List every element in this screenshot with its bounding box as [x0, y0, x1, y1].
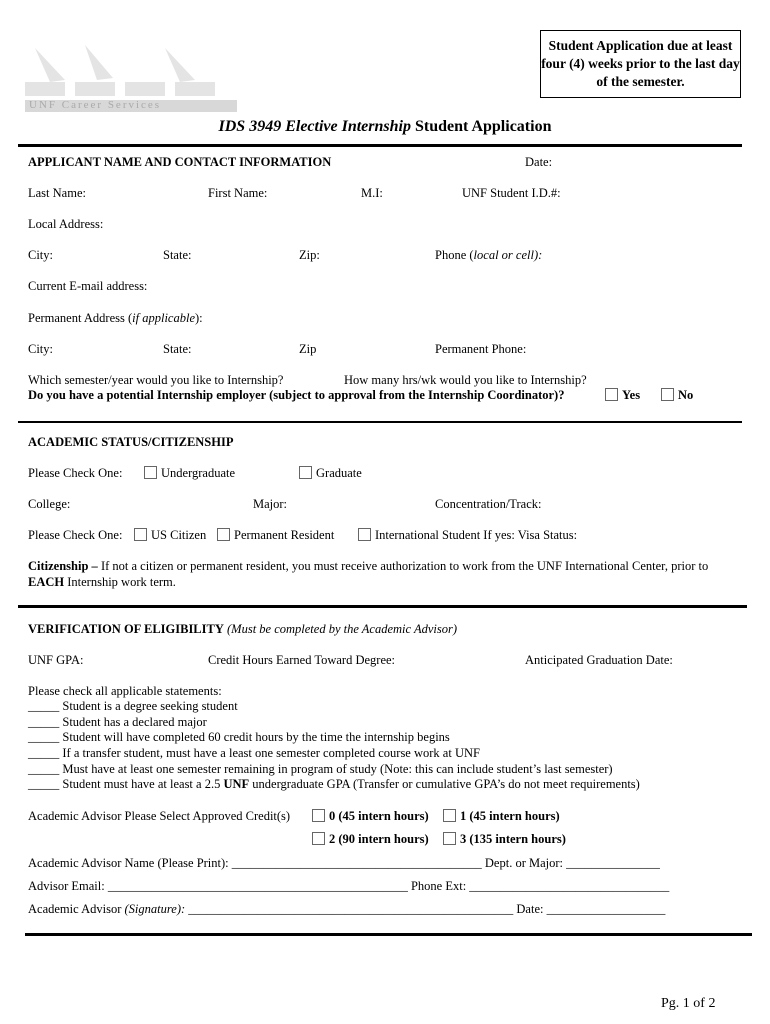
- hours-question: How many hrs/wk would you like to Internship?: [344, 373, 587, 387]
- major-label: Major:: [253, 497, 288, 511]
- permanent-resident-checkbox[interactable]: [217, 528, 230, 541]
- yes-checkbox[interactable]: [605, 388, 618, 401]
- check-one-label: Please Check One:: [28, 466, 123, 480]
- credit-option-2[interactable]: 2 (90 intern hours): [312, 832, 429, 847]
- credit-2-checkbox[interactable]: [312, 832, 325, 845]
- permanent-phone-label: Permanent Phone:: [435, 342, 527, 356]
- zip2-label: Zip: [299, 342, 317, 356]
- credit-option-0[interactable]: 0 (45 intern hours): [312, 809, 429, 824]
- credit-3-checkbox[interactable]: [443, 832, 456, 845]
- state2-label: State:: [163, 342, 192, 356]
- statement: _____ If a transfer student, must have a least one semester completed course work at UNF: [28, 746, 480, 760]
- credit-0-checkbox[interactable]: [312, 809, 325, 822]
- employer-question: Do you have a potential Internship employer (subject to approval from the Internship Coordinator)?: [28, 388, 565, 402]
- advisor-email-line[interactable]: Advisor Email: ________________________________________________ Phone Ext: ________________________________: [28, 879, 670, 893]
- city-label: City:: [28, 248, 54, 262]
- statement: _____ Student will have completed 60 credit hours by the time the internship begins: [28, 730, 450, 744]
- statement: _____ Student is a degree seeking student: [28, 699, 238, 713]
- credit-select-label: Academic Advisor Please Select Approved Credit(s): [28, 809, 291, 823]
- page-number: Pg. 1 of 2: [661, 996, 716, 1011]
- local-address-label: Local Address:: [28, 217, 104, 231]
- undergraduate-option[interactable]: Undergraduate: [144, 466, 235, 481]
- check-all-label: Please check all applicable statements:: [28, 684, 222, 698]
- no-checkbox[interactable]: [661, 388, 674, 401]
- statement-gpa: _____ Student must have at least a 2.5 UNF undergraduate GPA (Transfer or cumulative GPA’s do not meet requirements): [28, 777, 640, 791]
- credit-option-1[interactable]: 1 (45 intern hours): [443, 809, 560, 824]
- section-divider: [25, 933, 752, 936]
- state-label: State:: [163, 248, 192, 262]
- first-name-label: First Name:: [208, 186, 268, 200]
- college-label: College:: [28, 497, 71, 511]
- credit-1-checkbox[interactable]: [443, 809, 456, 822]
- check-one-label-2: Please Check One:: [28, 528, 123, 542]
- yes-option[interactable]: Yes: [605, 388, 640, 403]
- phone-label: Phone (local or cell):: [435, 248, 543, 262]
- verification-heading: VERIFICATION OF ELIGIBILITY (Must be completed by the Academic Advisor): [28, 622, 458, 636]
- last-name-label: Last Name:: [28, 186, 86, 200]
- unf-logo: [25, 40, 240, 118]
- logo-text: UNF Career Services: [29, 99, 162, 111]
- zip-label: Zip:: [299, 248, 320, 262]
- due-notice: Student Application due at least four (4) weeks prior to the last day of the semester.: [540, 30, 741, 98]
- graduate-checkbox[interactable]: [299, 466, 312, 479]
- graduate-option[interactable]: Graduate: [299, 466, 362, 481]
- date-label: Date:: [525, 155, 553, 169]
- undergraduate-checkbox[interactable]: [144, 466, 157, 479]
- student-id-label: UNF Student I.D.#:: [462, 186, 561, 200]
- no-option[interactable]: No: [661, 388, 693, 403]
- applicant-heading: APPLICANT NAME AND CONTACT INFORMATION: [28, 155, 332, 169]
- gpa-label: UNF GPA:: [28, 653, 84, 667]
- mi-label: M.I:: [361, 186, 383, 200]
- international-checkbox[interactable]: [358, 528, 371, 541]
- section-divider: [18, 605, 747, 608]
- us-citizen-option[interactable]: US Citizen: [134, 528, 206, 543]
- graduation-date-label: Anticipated Graduation Date:: [525, 653, 673, 667]
- statement: _____ Must have at least one semester remaining in program of study (Note: this can include student’s last semester): [28, 762, 613, 776]
- concentration-label: Concentration/Track:: [435, 497, 542, 511]
- credit-option-3[interactable]: 3 (135 intern hours): [443, 832, 566, 847]
- advisor-name-line[interactable]: Academic Advisor Name (Please Print): ________________________________________ Dept. or Major: _______________: [28, 856, 660, 870]
- credit-hours-label: Credit Hours Earned Toward Degree:: [208, 653, 396, 667]
- page-title: IDS 3949 Elective Internship Student Application: [218, 118, 552, 135]
- statement: _____ Student has a declared major: [28, 715, 207, 729]
- permanent-address-label: Permanent Address (if applicable):: [28, 311, 203, 325]
- us-citizen-checkbox[interactable]: [134, 528, 147, 541]
- advisor-signature-line[interactable]: Academic Advisor (Signature): ____________________________________________________ Date: ___________________: [28, 902, 666, 916]
- section-divider: [18, 421, 742, 423]
- international-option[interactable]: International Student If yes: Visa Status:: [358, 528, 577, 543]
- academic-heading: ACADEMIC STATUS/CITIZENSHIP: [28, 435, 234, 449]
- city2-label: City:: [28, 342, 54, 356]
- citizenship-note: Citizenship – If not a citizen or permanent resident, you must receive authorization to work from the UNF International Center, prior to EACH Internship work term.: [28, 559, 709, 589]
- email-label: Current E-mail address:: [28, 279, 148, 293]
- semester-question: Which semester/year would you like to Internship?: [28, 373, 284, 387]
- permanent-resident-option[interactable]: Permanent Resident: [217, 528, 334, 543]
- section-divider: [18, 144, 742, 147]
